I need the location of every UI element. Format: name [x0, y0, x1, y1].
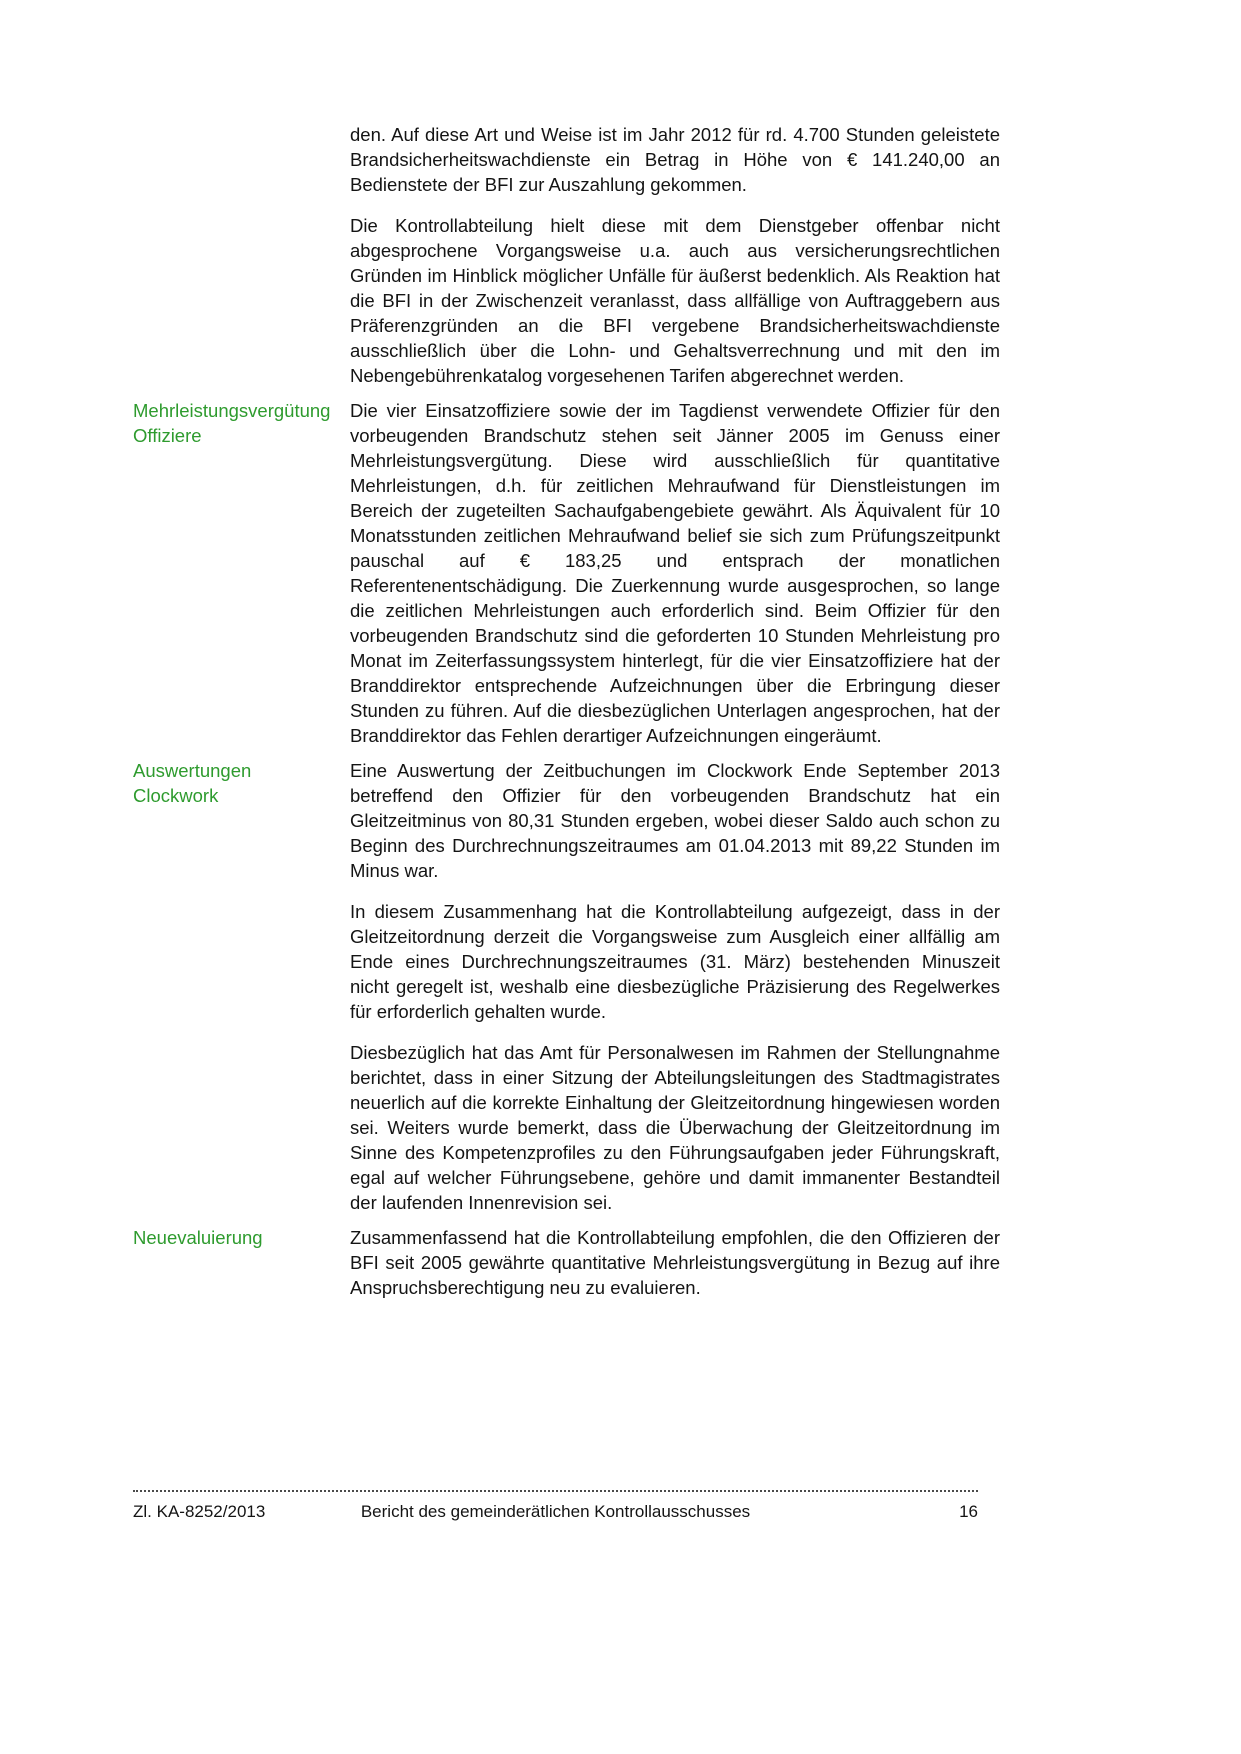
section-mehrleistungsverguetung [133, 398, 1000, 748]
document-body [133, 122, 1000, 1310]
body-paragraph: Diesbezüglich hat das Amt für Personalwesen im Rahmen der Stellungnahme berichtet, dass in einer Sitzung der Abteilungsleitungen des Stadtmagistrates neuerlich auf die korrekte Einhaltung der Gleitzeitordnung hingewiesen worden sei. Weiters wurde bemerkt, dass die Überwachung der Gleitzeitordnung im Sinne des Kompetenzprofiles zu den Führungsaufgaben jeder Führungskraft, egal auf welcher Führungsebene, gehöre und damit immanenter Bestandteil der laufenden Innenrevision sei. [350, 1042, 1000, 1213]
margin-label: Neuevaluierung [133, 1227, 263, 1248]
footer-reference: Zl. KA-8252/2013 [133, 1502, 266, 1521]
margin-label-column [133, 1225, 350, 1250]
text-column [350, 1225, 1000, 1300]
section-neuevaluierung [133, 1225, 1000, 1300]
body-paragraph: den. Auf diese Art und Weise ist im Jahr 2012 für rd. 4.700 Stunden geleistete Brandsicherheitswachdienste ein Betrag in Höhe von € 141.240,00 an Bedienstete der BFI zur Auszahlung gekommen. [350, 124, 1000, 195]
section-intro [133, 122, 1000, 388]
body-paragraph: Zusammenfassend hat die Kontrollabteilung empfohlen, die den Offizieren der BFI seit 2005 gewährte quantitative Mehrleistungsvergütung in Bezug auf ihre Anspruchsberechtigung neu zu evaluieren. [350, 1227, 1000, 1298]
body-paragraph: Die vier Einsatzoffiziere sowie der im Tagdienst verwendete Offizier für den vorbeugenden Brandschutz stehen seit Jänner 2005 im Genuss einer Mehrleistungsvergütung. Diese wird ausschließlich für quantitative Mehrleistungen, d.h. für zeitlichen Mehraufwand für Dienstleistungen im Bereich der zugeteilten Sachaufgabengebiete gewährt. Als Äquivalent für 10 Monatsstunden zeitlichen Mehraufwand belief sie sich zum Prüfungszeitpunkt pauschal auf € 183,25 und entsprach der monatlichen Referentenentschädigung. Die Zuerkennung wurde ausgesprochen, so lange die zeitlichen Mehrleistungen auch erforderlich sind. Beim Offizier für den vorbeugenden Brandschutz sind die geforderten 10 Stunden Mehrleistung pro Monat im Zeiterfassungssystem hinterlegt, für die vier Einsatzoffiziere hat der Branddirektor entsprechende Aufzeichnungen über die Erbringung dieser Stunden zu führen. Auf die diesbezüglichen Unterlagen angesprochen, hat der Branddirektor das Fehlen derartiger Aufzeichnungen eingeräumt. [350, 400, 1000, 746]
page-footer [133, 1490, 978, 1523]
body-paragraph: In diesem Zusammenhang hat die Kontrollabteilung aufgezeigt, dass in der Gleitzeitordnung derzeit die Vorgangsweise zum Ausgleich einer allfällig am Ende eines Durchrechnungszeitraumes (31. März) bestehenden Minuszeit nicht geregelt ist, weshalb eine diesbezügliche Präzisierung des Regelwerkes für erforderlich gehalten wurde. [350, 901, 1000, 1022]
body-paragraph: Die Kontrollabteilung hielt diese mit dem Dienstgeber offenbar nicht abgesprochene Vorgangsweise u.a. auch aus versicherungsrechtlichen Gründen im Hinblick möglicher Unfälle für äußerst bedenklich. Als Reaktion hat die BFI in der Zwischenzeit veranlasst, dass allfällige von Auftraggebern aus Präferenzgründen an die BFI vergebene Brandsicherheitswachdienste ausschließlich über die Lohn- und Gehaltsverrechnung und mit den im Nebengebührenkatalog vorgesehenen Tarifen abgerechnet werden. [350, 215, 1000, 386]
footer-page-number: 16 [959, 1502, 979, 1521]
footer-row [133, 1492, 978, 1523]
text-column [350, 758, 1000, 1215]
margin-label: Mehrleistungsvergütung Offiziere [133, 400, 331, 446]
text-column [350, 122, 1000, 388]
footer-title: Bericht des gemeinderätlichen Kontrollausschusses [360, 1502, 751, 1521]
margin-label-column [133, 398, 350, 448]
margin-label-column [133, 758, 350, 808]
margin-label: Auswertungen Clockwork [133, 760, 252, 806]
text-column [350, 398, 1000, 748]
body-paragraph: Eine Auswertung der Zeitbuchungen im Clockwork Ende September 2013 betreffend den Offizier für den vorbeugenden Brandschutz hat ein Gleitzeitminus von 80,31 Stunden ergeben, wobei dieser Saldo auch schon zu Beginn des Durchrechnungszeitraumes am 01.04.2013 mit 89,22 Stunden im Minus war. [350, 760, 1000, 881]
section-auswertungen-clockwork [133, 758, 1000, 1215]
